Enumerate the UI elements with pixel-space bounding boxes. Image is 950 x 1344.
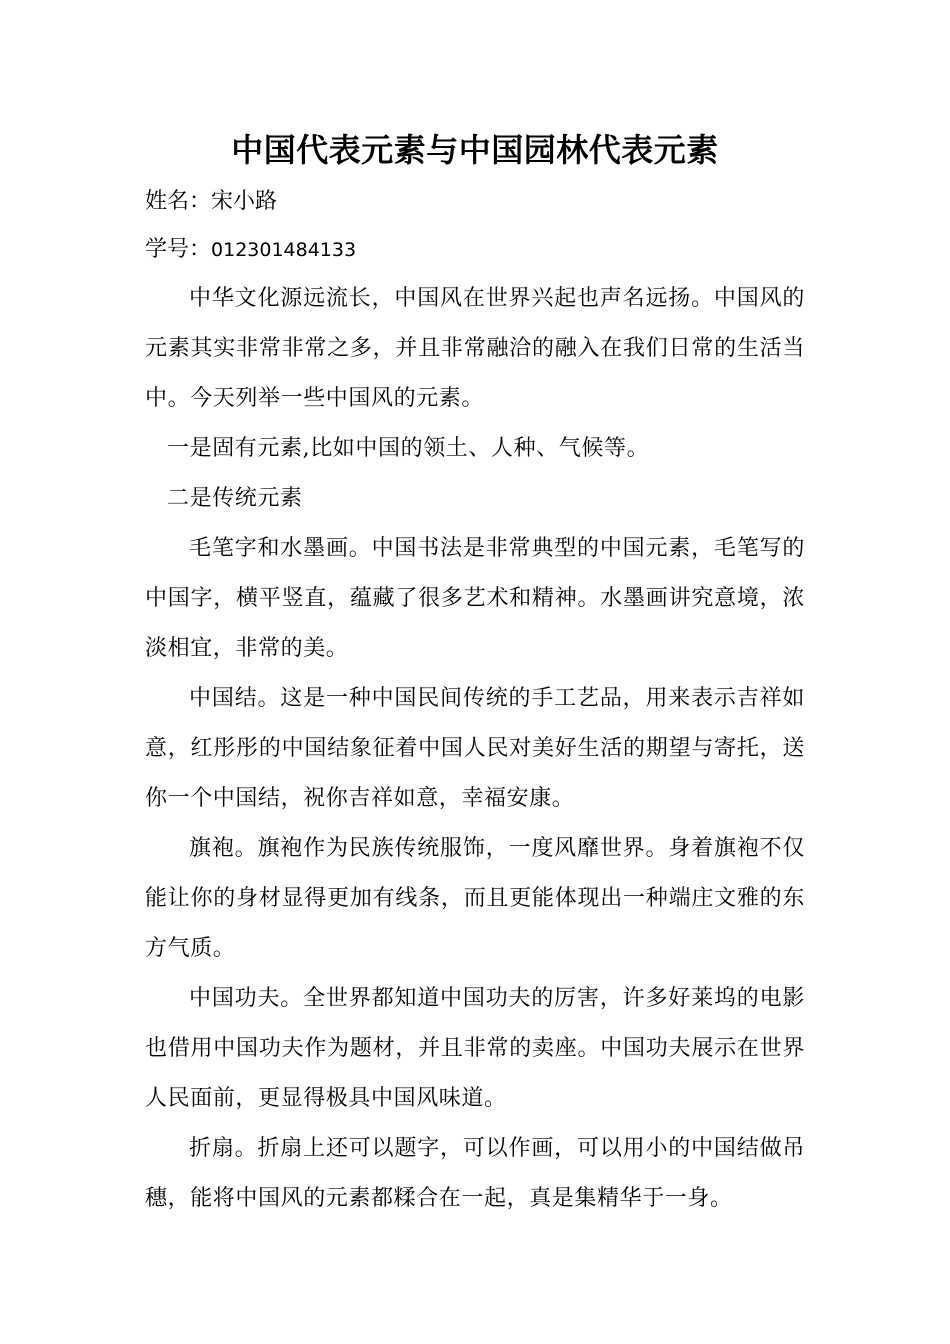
document-page <box>145 128 805 1224</box>
paragraph-traditional-elements: 二是传统元素 <box>167 486 303 511</box>
id-value: 012301484133 <box>211 239 357 261</box>
paragraph-kungfu: 中国功夫。全世界都知道中国功夫的厉害，许多好莱坞的电影也借用中国功夫作为题材，并且非常的卖座。中国功夫展示在世界人民面前，更显得极具中国风味道。 <box>145 986 805 1111</box>
id-label: 学号： <box>145 237 212 262</box>
document-title: 中国代表元素与中国园林代表元素 <box>231 131 719 169</box>
paragraph-chinese-knot: 中国结。这是一种中国民间传统的手工艺品，用来表示吉祥如意，红彤彤的中国结象征着中国人民对美好生活的期望与寄托，送你一个中国结，祝你吉祥如意，幸福安康。 <box>145 686 805 811</box>
paragraph-folding-fan: 折扇。折扇上还可以题字，可以作画，可以用小的中国结做吊穗，能将中国风的元素都糅合在一起，真是集精华于一身。 <box>145 1136 805 1211</box>
name-label: 姓名： <box>145 189 212 214</box>
name-value: 宋小路 <box>211 189 278 214</box>
paragraph-inherent-elements: 一是固有元素,比如中国的领土、人种、气候等。 <box>167 436 650 461</box>
paragraph-calligraphy: 毛笔字和水墨画。中国书法是非常典型的中国元素，毛笔写的中国字，横平竖直，蕴藏了很多艺术和精神。水墨画讲究意境，浓淡相宜，非常的美。 <box>145 536 805 661</box>
paragraph-qipao: 旗袍。旗袍作为民族传统服饰，一度风靡世界。身着旗袍不仅能让你的身材显得更加有线条，而且更能体现出一种端庄文雅的东方气质。 <box>145 836 805 961</box>
student-id-line <box>145 226 805 274</box>
student-name-line <box>145 178 805 226</box>
paragraph-intro: 中华文化源远流长，中国风在世界兴起也声名远扬。中国风的元素其实非常非常之多，并且非常融洽的融入在我们日常的生活当中。今天列举一些中国风的元素。 <box>145 286 805 411</box>
